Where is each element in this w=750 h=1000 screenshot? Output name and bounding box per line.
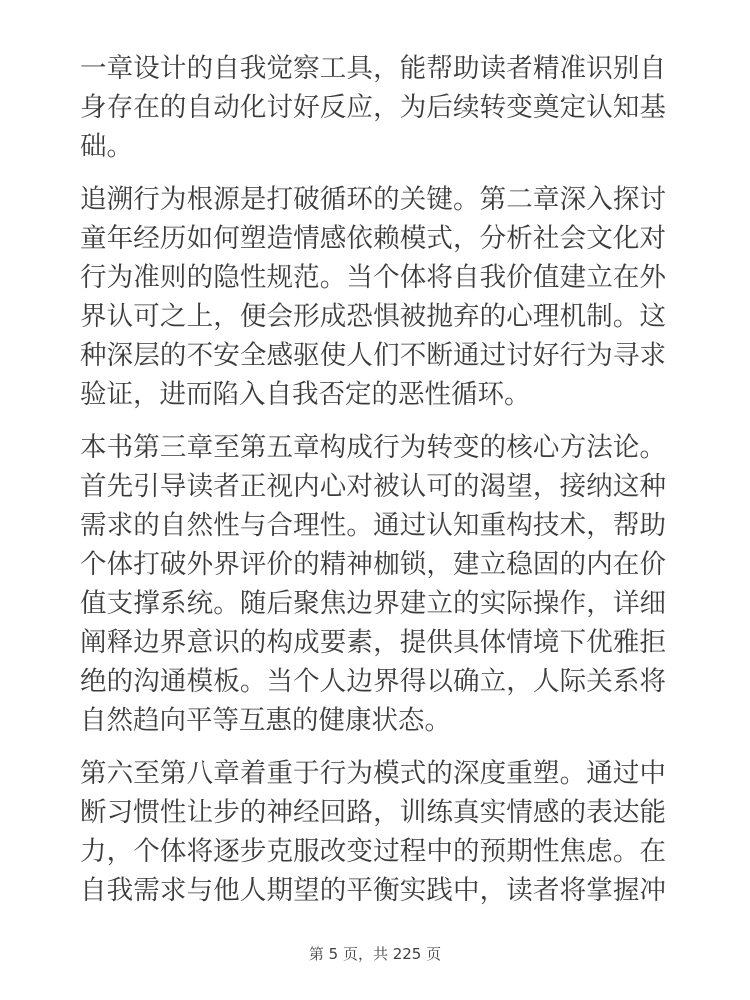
paragraph <box>80 428 666 740</box>
text-line: 值支撑系统。随后聚焦边界建立的实际操作，详细 <box>80 588 666 619</box>
text-line: 一章设计的自我觉察工具，能帮助读者精准识别自 <box>80 53 666 84</box>
text-line: 童年经历如何塑造情感依赖模式，分析社会文化对 <box>80 223 666 254</box>
text-line: 需求的自然性与合理性。通过认知重构技术，帮助 <box>80 510 666 541</box>
text-line: 首先引导读者正视内心对被认可的渴望，接纳这种 <box>80 471 666 502</box>
text-line: 自我需求与他人期望的平衡实践中，读者将掌握冲 <box>80 875 666 906</box>
text-line: 个体打破外界评价的精神枷锁，建立稳固的内在价 <box>80 549 666 580</box>
text-line: 断习惯性让步的神经回路，训练真实情感的表达能 <box>80 797 666 828</box>
paragraph <box>80 49 666 166</box>
text-line: 自然趋向平等互惠的健康状态。 <box>80 705 451 736</box>
text-line: 行为准则的隐性规范。当个体将自我价值建立在外 <box>80 262 666 293</box>
text-line: 绝的沟通模板。当个人边界得以确立，人际关系将 <box>80 666 666 697</box>
text-line: 种深层的不安全感驱使人们不断通过讨好行为寻求 <box>80 340 666 371</box>
text-line: 础。 <box>80 131 133 162</box>
text-line: 力，个体将逐步克服改变过程中的预期性焦虑。在 <box>80 836 666 867</box>
text-line: 阐释边界意识的构成要素，提供具体情境下优雅拒 <box>80 627 666 658</box>
text-line: 验证，进而陷入自我否定的恶性循环。 <box>80 379 531 410</box>
paragraph <box>80 754 666 910</box>
text-line: 本书第三章至第五章构成行为转变的核心方法论。 <box>80 432 666 463</box>
text-line: 第六至第八章着重于行为模式的深度重塑。通过中 <box>80 758 666 789</box>
text-line: 追溯行为根源是打破循环的关键。第二章深入探讨 <box>80 184 666 215</box>
page-body-text <box>80 49 666 924</box>
paragraph <box>80 180 666 414</box>
page-footer: 第 5 页，共 225 页 <box>308 945 442 963</box>
text-line: 身存在的自动化讨好反应，为后续转变奠定认知基 <box>80 92 666 123</box>
text-line: 界认可之上，便会形成恐惧被抛弃的心理机制。这 <box>80 301 666 332</box>
